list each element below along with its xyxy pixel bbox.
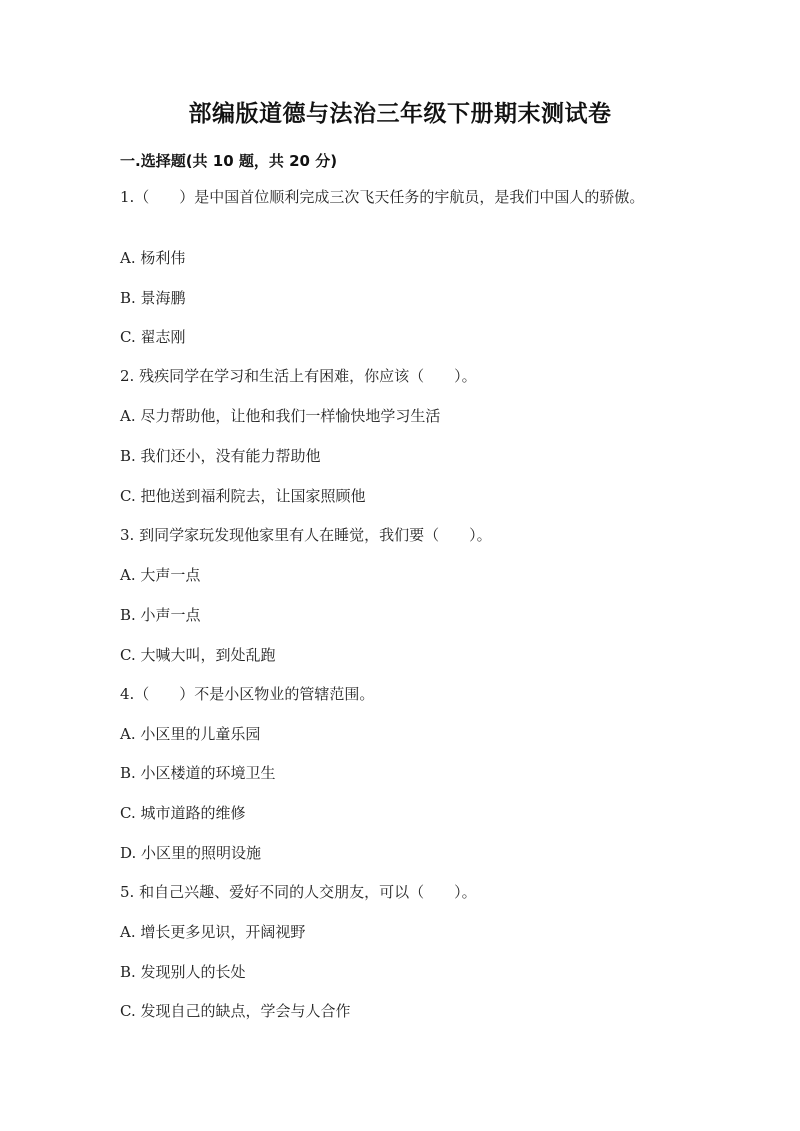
question-1-option-b: B. 景海鹏 xyxy=(120,289,186,307)
question-3-option-a: A. 大声一点 xyxy=(120,566,201,584)
question-4-option-d: D. 小区里的照明设施 xyxy=(120,844,262,862)
page-title: 部编版道德与法治三年级下册期末测试卷 xyxy=(188,101,612,127)
question-4: 4.（ ）不是小区物业的管辖范围。 xyxy=(120,685,375,703)
question-1-option-c: C. 翟志刚 xyxy=(120,328,186,346)
question-2-option-a: A. 尽力帮助他，让他和我们一样愉快地学习生活 xyxy=(120,407,441,425)
question-3-option-c: C. 大喊大叫，到处乱跑 xyxy=(120,646,276,664)
question-2-option-c: C. 把他送到福利院去，让国家照顾他 xyxy=(120,487,366,505)
question-5-option-a: A. 增长更多见识，开阔视野 xyxy=(120,923,306,941)
question-3: 3. 到同学家玩发现他家里有人在睡觉，我们要（ ）。 xyxy=(120,526,492,544)
question-4-option-a: A. 小区里的儿童乐园 xyxy=(120,725,261,743)
question-3-option-b: B. 小声一点 xyxy=(120,606,201,624)
question-2-option-b: B. 我们还小，没有能力帮助他 xyxy=(120,447,321,465)
question-5: 5. 和自己兴趣、爱好不同的人交朋友，可以（ ）。 xyxy=(120,883,477,901)
question-2: 2. 残疾同学在学习和生活上有困难，你应该（ ）。 xyxy=(120,367,477,385)
question-5-option-c: C. 发现自己的缺点，学会与人合作 xyxy=(120,1002,351,1020)
question-1-option-a: A. 杨利伟 xyxy=(120,249,186,267)
question-5-option-b: B. 发现别人的长处 xyxy=(120,963,246,981)
question-4-option-b: B. 小区楼道的环境卫生 xyxy=(120,764,276,782)
question-1: 1.（ ）是中国首位顺利完成三次飞天任务的宇航员，是我们中国人的骄傲。 xyxy=(120,188,645,206)
section-heading: 一.选择题(共 10 题，共 20 分) xyxy=(120,152,338,170)
question-4-option-c: C. 城市道路的维修 xyxy=(120,804,246,822)
